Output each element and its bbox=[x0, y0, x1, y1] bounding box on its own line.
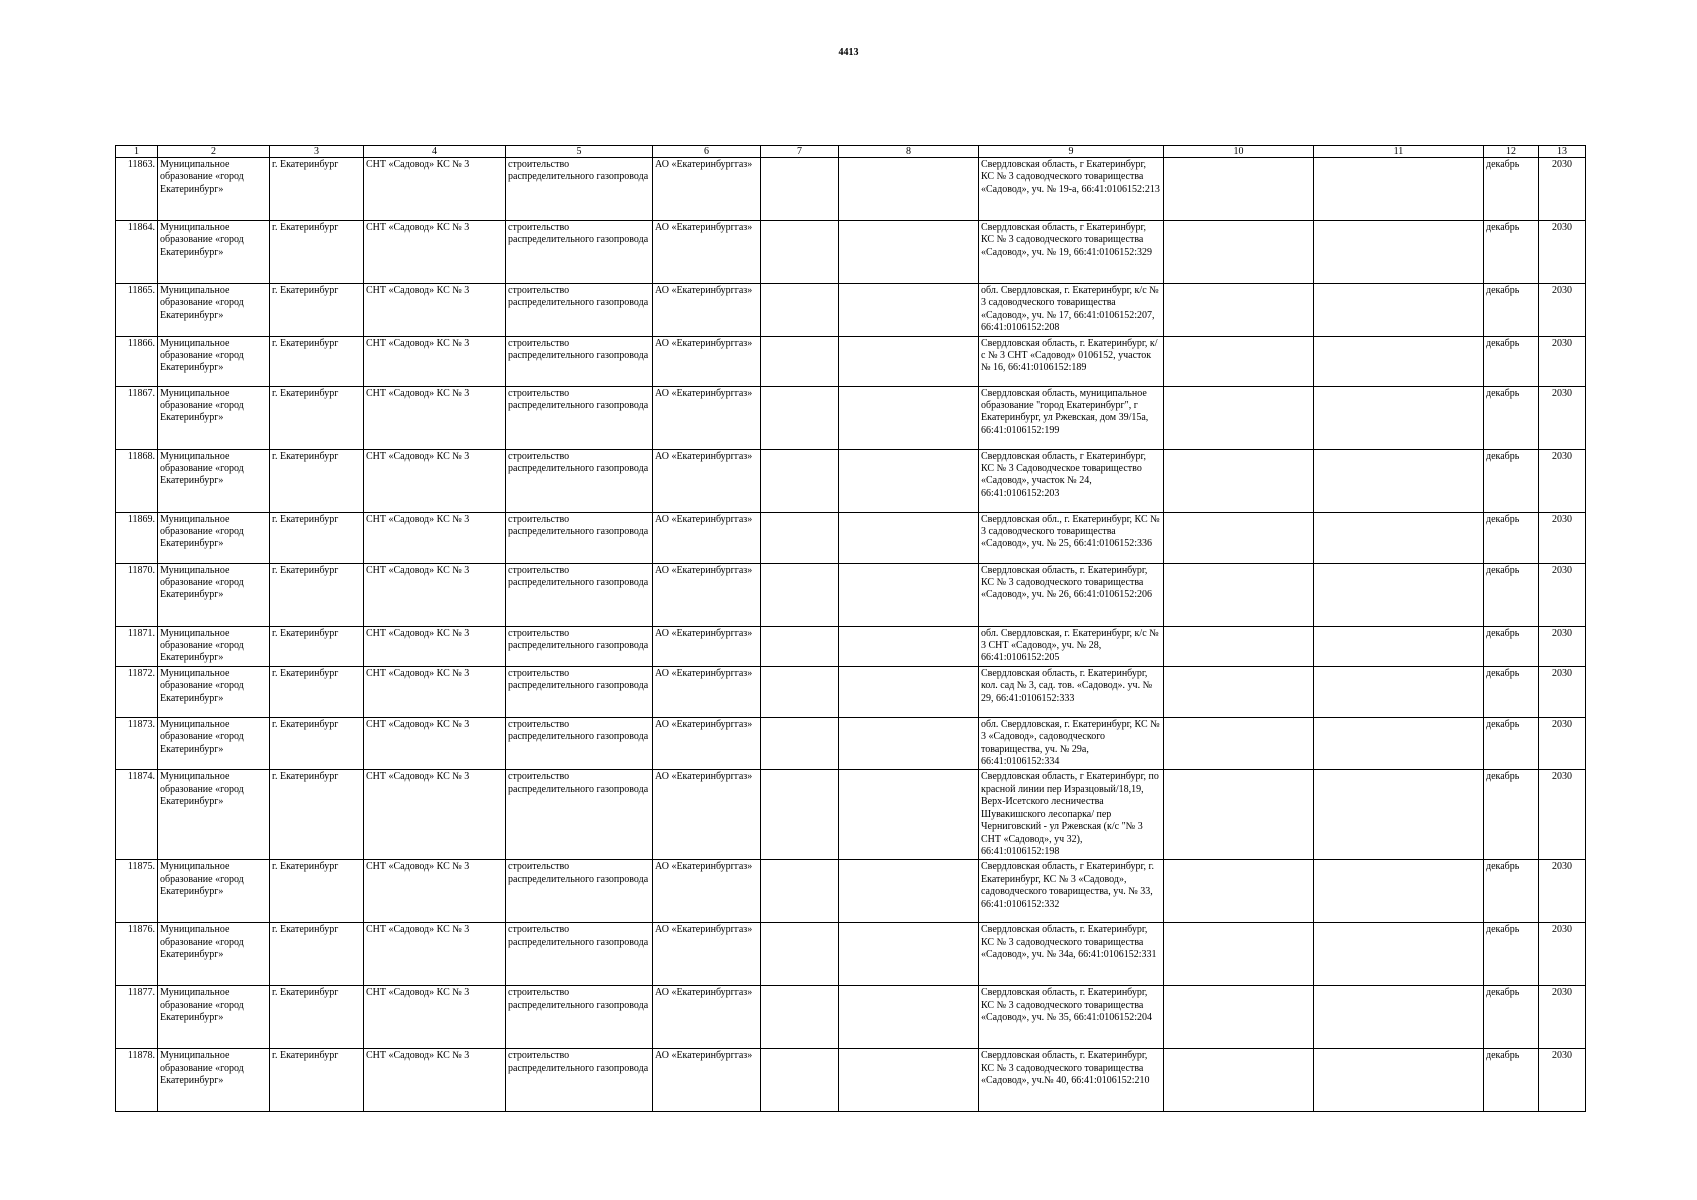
city-cell: г. Екатеринбург bbox=[270, 770, 364, 860]
empty-cell bbox=[839, 923, 979, 986]
year-cell: 2030 bbox=[1539, 717, 1586, 770]
month-cell: декабрь bbox=[1484, 1049, 1539, 1112]
empty-cell bbox=[1164, 860, 1314, 923]
table-row bbox=[116, 336, 1586, 386]
table-row bbox=[116, 986, 1586, 1049]
year-cell: 2030 bbox=[1539, 666, 1586, 717]
row-number: 11874. bbox=[116, 770, 158, 860]
city-cell: г. Екатеринбург bbox=[270, 860, 364, 923]
row-number: 11877. bbox=[116, 986, 158, 1049]
purpose-cell: строительство распределительного газопровода bbox=[506, 563, 653, 626]
city-cell: г. Екатеринбург bbox=[270, 158, 364, 221]
organization-cell: АО «Екатеринбурггаз» bbox=[653, 512, 761, 563]
owner-cell: Муниципальное образование «город Екатеринбург» bbox=[158, 666, 270, 717]
year-cell: 2030 bbox=[1539, 563, 1586, 626]
column-header: 4 bbox=[364, 146, 506, 158]
owner-cell: Муниципальное образование «город Екатеринбург» bbox=[158, 626, 270, 666]
city-cell: г. Екатеринбург bbox=[270, 221, 364, 284]
organization-cell: АО «Екатеринбурггаз» bbox=[653, 860, 761, 923]
owner-cell: Муниципальное образование «город Екатеринбург» bbox=[158, 717, 270, 770]
empty-cell bbox=[839, 770, 979, 860]
empty-cell bbox=[1314, 336, 1484, 386]
owner-cell: Муниципальное образование «город Екатеринбург» bbox=[158, 158, 270, 221]
month-cell: декабрь bbox=[1484, 336, 1539, 386]
empty-cell bbox=[761, 770, 839, 860]
data-table bbox=[115, 145, 1586, 1112]
object-cell: СНТ «Садовод» КС № 3 bbox=[364, 666, 506, 717]
year-cell: 2030 bbox=[1539, 158, 1586, 221]
object-cell: СНТ «Садовод» КС № 3 bbox=[364, 986, 506, 1049]
empty-cell bbox=[761, 860, 839, 923]
table-row bbox=[116, 386, 1586, 449]
empty-cell bbox=[839, 158, 979, 221]
month-cell: декабрь bbox=[1484, 386, 1539, 449]
purpose-cell: строительство распределительного газопровода bbox=[506, 1049, 653, 1112]
row-number: 11871. bbox=[116, 626, 158, 666]
empty-cell bbox=[1164, 563, 1314, 626]
location-cell: Свердловская область, г. Екатеринбург, КС № 3 садоводческого товарищества «Садовод», уч.№ 40, 66:41:0106152:210 bbox=[979, 1049, 1164, 1112]
month-cell: декабрь bbox=[1484, 158, 1539, 221]
month-cell: декабрь bbox=[1484, 512, 1539, 563]
city-cell: г. Екатеринбург bbox=[270, 512, 364, 563]
purpose-cell: строительство распределительного газопровода bbox=[506, 221, 653, 284]
empty-cell bbox=[839, 386, 979, 449]
column-header: 13 bbox=[1539, 146, 1586, 158]
organization-cell: АО «Екатеринбурггаз» bbox=[653, 717, 761, 770]
purpose-cell: строительство распределительного газопровода bbox=[506, 923, 653, 986]
row-number: 11864. bbox=[116, 221, 158, 284]
empty-cell bbox=[839, 1049, 979, 1112]
object-cell: СНТ «Садовод» КС № 3 bbox=[364, 923, 506, 986]
city-cell: г. Екатеринбург bbox=[270, 986, 364, 1049]
organization-cell: АО «Екатеринбурггаз» bbox=[653, 1049, 761, 1112]
organization-cell: АО «Екатеринбурггаз» bbox=[653, 770, 761, 860]
location-cell: Свердловская область, г Екатеринбург, КС № 3 Садоводческое товарищество «Садовод», участок № 24, 66:41:0106152:203 bbox=[979, 449, 1164, 512]
owner-cell: Муниципальное образование «город Екатеринбург» bbox=[158, 1049, 270, 1112]
empty-cell bbox=[761, 717, 839, 770]
empty-cell bbox=[761, 386, 839, 449]
organization-cell: АО «Екатеринбурггаз» bbox=[653, 666, 761, 717]
month-cell: декабрь bbox=[1484, 626, 1539, 666]
location-cell: Свердловская область, муниципальное образование "город Екатеринбург", г Екатеринбург, ул Ржевская, дом 39/15а, 66:41:0106152:199 bbox=[979, 386, 1164, 449]
empty-cell bbox=[1314, 563, 1484, 626]
column-header: 10 bbox=[1164, 146, 1314, 158]
empty-cell bbox=[1314, 717, 1484, 770]
empty-cell bbox=[761, 284, 839, 337]
organization-cell: АО «Екатеринбурггаз» bbox=[653, 986, 761, 1049]
object-cell: СНТ «Садовод» КС № 3 bbox=[364, 860, 506, 923]
purpose-cell: строительство распределительного газопровода bbox=[506, 626, 653, 666]
object-cell: СНТ «Садовод» КС № 3 bbox=[364, 563, 506, 626]
year-cell: 2030 bbox=[1539, 284, 1586, 337]
object-cell: СНТ «Садовод» КС № 3 bbox=[364, 626, 506, 666]
location-cell: Свердловская область, г. Екатеринбург, КС № 3 садоводческого товарищества «Садовод», уч. № 26, 66:41:0106152:206 bbox=[979, 563, 1164, 626]
object-cell: СНТ «Садовод» КС № 3 bbox=[364, 221, 506, 284]
empty-cell bbox=[1314, 666, 1484, 717]
table-row bbox=[116, 512, 1586, 563]
city-cell: г. Екатеринбург bbox=[270, 717, 364, 770]
table-row bbox=[116, 221, 1586, 284]
object-cell: СНТ «Садовод» КС № 3 bbox=[364, 717, 506, 770]
purpose-cell: строительство распределительного газопровода bbox=[506, 284, 653, 337]
empty-cell bbox=[1164, 717, 1314, 770]
column-header: 12 bbox=[1484, 146, 1539, 158]
city-cell: г. Екатеринбург bbox=[270, 386, 364, 449]
empty-cell bbox=[839, 512, 979, 563]
year-cell: 2030 bbox=[1539, 221, 1586, 284]
empty-cell bbox=[1164, 512, 1314, 563]
location-cell: обл. Свердловская, г. Екатеринбург, к/с № 3 садоводческого товарищества «Садовод», уч. № 17, 66:41:0106152:207, 66:41:0106152:208 bbox=[979, 284, 1164, 337]
row-number: 11872. bbox=[116, 666, 158, 717]
purpose-cell: строительство распределительного газопровода bbox=[506, 336, 653, 386]
month-cell: декабрь bbox=[1484, 666, 1539, 717]
year-cell: 2030 bbox=[1539, 860, 1586, 923]
empty-cell bbox=[1314, 386, 1484, 449]
city-cell: г. Екатеринбург bbox=[270, 449, 364, 512]
empty-cell bbox=[1314, 158, 1484, 221]
empty-cell bbox=[1314, 923, 1484, 986]
city-cell: г. Екатеринбург bbox=[270, 923, 364, 986]
column-number-row bbox=[116, 146, 1586, 158]
column-header: 11 bbox=[1314, 146, 1484, 158]
year-cell: 2030 bbox=[1539, 770, 1586, 860]
column-header: 8 bbox=[839, 146, 979, 158]
empty-cell bbox=[839, 563, 979, 626]
empty-cell bbox=[1164, 666, 1314, 717]
year-cell: 2030 bbox=[1539, 1049, 1586, 1112]
month-cell: декабрь bbox=[1484, 860, 1539, 923]
city-cell: г. Екатеринбург bbox=[270, 626, 364, 666]
empty-cell bbox=[1314, 1049, 1484, 1112]
owner-cell: Муниципальное образование «город Екатеринбург» bbox=[158, 923, 270, 986]
empty-cell bbox=[1164, 221, 1314, 284]
row-number: 11865. bbox=[116, 284, 158, 337]
organization-cell: АО «Екатеринбурггаз» bbox=[653, 386, 761, 449]
organization-cell: АО «Екатеринбурггаз» bbox=[653, 923, 761, 986]
purpose-cell: строительство распределительного газопровода bbox=[506, 986, 653, 1049]
purpose-cell: строительство распределительного газопровода bbox=[506, 666, 653, 717]
year-cell: 2030 bbox=[1539, 986, 1586, 1049]
month-cell: декабрь bbox=[1484, 449, 1539, 512]
month-cell: декабрь bbox=[1484, 923, 1539, 986]
purpose-cell: строительство распределительного газопровода bbox=[506, 512, 653, 563]
month-cell: декабрь bbox=[1484, 986, 1539, 1049]
table-row bbox=[116, 563, 1586, 626]
year-cell: 2030 bbox=[1539, 336, 1586, 386]
empty-cell bbox=[761, 923, 839, 986]
table-row bbox=[116, 860, 1586, 923]
location-cell: Свердловская область, г. Екатеринбург, КС № 3 садоводческого товарищества «Садовод», уч. № 34а, 66:41:0106152:331 bbox=[979, 923, 1164, 986]
table-row bbox=[116, 158, 1586, 221]
organization-cell: АО «Екатеринбурггаз» bbox=[653, 158, 761, 221]
empty-cell bbox=[1314, 284, 1484, 337]
owner-cell: Муниципальное образование «город Екатеринбург» bbox=[158, 770, 270, 860]
owner-cell: Муниципальное образование «город Екатеринбург» bbox=[158, 986, 270, 1049]
location-cell: Свердловская область, г Екатеринбург, по красной линии пер Изразцовый/18,19, Верх-Исетского лесничества Шувакишского лесопарка/ пер Черниговский - ул Ржевская (к/с "№ 3 СНТ «Садовод», уч 32), 66:41:0106152:198 bbox=[979, 770, 1164, 860]
location-cell: Свердловская область, г. Екатеринбург, КС № 3 садоводческого товарищества «Садовод», уч. № 35, 66:41:0106152:204 bbox=[979, 986, 1164, 1049]
location-cell: Свердловская обл., г. Екатеринбург, КС № 3 садоводческого товарищества «Садовод», уч. № 25, 66:41:0106152:336 bbox=[979, 512, 1164, 563]
row-number: 11869. bbox=[116, 512, 158, 563]
empty-cell bbox=[1314, 512, 1484, 563]
location-cell: Свердловская область, г Екатеринбург, КС № 3 садоводческого товарищества «Садовод», уч. № 19, 66:41:0106152:329 bbox=[979, 221, 1164, 284]
empty-cell bbox=[839, 626, 979, 666]
empty-cell bbox=[839, 986, 979, 1049]
row-number: 11867. bbox=[116, 386, 158, 449]
row-number: 11878. bbox=[116, 1049, 158, 1112]
column-header: 6 bbox=[653, 146, 761, 158]
empty-cell bbox=[1164, 386, 1314, 449]
organization-cell: АО «Екатеринбурггаз» bbox=[653, 563, 761, 626]
row-number: 11868. bbox=[116, 449, 158, 512]
purpose-cell: строительство распределительного газопровода bbox=[506, 386, 653, 449]
row-number: 11863. bbox=[116, 158, 158, 221]
owner-cell: Муниципальное образование «город Екатеринбург» bbox=[158, 860, 270, 923]
empty-cell bbox=[1164, 626, 1314, 666]
empty-cell bbox=[839, 717, 979, 770]
table-row bbox=[116, 770, 1586, 860]
table-row bbox=[116, 666, 1586, 717]
city-cell: г. Екатеринбург bbox=[270, 284, 364, 337]
page-number: 4413 bbox=[838, 47, 859, 58]
empty-cell bbox=[839, 860, 979, 923]
empty-cell bbox=[761, 221, 839, 284]
empty-cell bbox=[1314, 860, 1484, 923]
organization-cell: АО «Екатеринбурггаз» bbox=[653, 284, 761, 337]
month-cell: декабрь bbox=[1484, 770, 1539, 860]
empty-cell bbox=[761, 512, 839, 563]
empty-cell bbox=[1314, 986, 1484, 1049]
city-cell: г. Екатеринбург bbox=[270, 1049, 364, 1112]
city-cell: г. Екатеринбург bbox=[270, 336, 364, 386]
row-number: 11870. bbox=[116, 563, 158, 626]
year-cell: 2030 bbox=[1539, 923, 1586, 986]
column-header: 3 bbox=[270, 146, 364, 158]
owner-cell: Муниципальное образование «город Екатеринбург» bbox=[158, 284, 270, 337]
column-header: 9 bbox=[979, 146, 1164, 158]
row-number: 11875. bbox=[116, 860, 158, 923]
year-cell: 2030 bbox=[1539, 386, 1586, 449]
year-cell: 2030 bbox=[1539, 626, 1586, 666]
table-row bbox=[116, 1049, 1586, 1112]
table-row bbox=[116, 449, 1586, 512]
object-cell: СНТ «Садовод» КС № 3 bbox=[364, 386, 506, 449]
month-cell: декабрь bbox=[1484, 221, 1539, 284]
empty-cell bbox=[1164, 923, 1314, 986]
empty-cell bbox=[1314, 770, 1484, 860]
empty-cell bbox=[1164, 158, 1314, 221]
year-cell: 2030 bbox=[1539, 512, 1586, 563]
empty-cell bbox=[761, 1049, 839, 1112]
row-number: 11876. bbox=[116, 923, 158, 986]
location-cell: Свердловская область, г Екатеринбург, г. Екатеринбург, КС № 3 «Садовод», садоводческого товарищества, уч. № 33, 66:41:0106152:332 bbox=[979, 860, 1164, 923]
table-row bbox=[116, 923, 1586, 986]
purpose-cell: строительство распределительного газопровода bbox=[506, 449, 653, 512]
empty-cell bbox=[1164, 449, 1314, 512]
organization-cell: АО «Екатеринбурггаз» bbox=[653, 626, 761, 666]
location-cell: Свердловская область, г Екатеринбург, КС № 3 садоводческого товарищества «Садовод», уч. № 19-а, 66:41:0106152:213 bbox=[979, 158, 1164, 221]
object-cell: СНТ «Садовод» КС № 3 bbox=[364, 336, 506, 386]
object-cell: СНТ «Садовод» КС № 3 bbox=[364, 1049, 506, 1112]
table-row bbox=[116, 717, 1586, 770]
location-cell: обл. Свердловская, г. Екатеринбург, к/с № 3 СНТ «Садовод», уч. № 28, 66:41:0106152:205 bbox=[979, 626, 1164, 666]
empty-cell bbox=[761, 986, 839, 1049]
table-row bbox=[116, 284, 1586, 337]
object-cell: СНТ «Садовод» КС № 3 bbox=[364, 770, 506, 860]
column-header: 1 bbox=[116, 146, 158, 158]
month-cell: декабрь bbox=[1484, 563, 1539, 626]
column-header: 7 bbox=[761, 146, 839, 158]
city-cell: г. Екатеринбург bbox=[270, 563, 364, 626]
year-cell: 2030 bbox=[1539, 449, 1586, 512]
purpose-cell: строительство распределительного газопровода bbox=[506, 860, 653, 923]
location-cell: обл. Свердловская, г. Екатеринбург, КС № 3 «Садовод», садоводческого товарищества, уч. № 29а, 66:41:0106152:334 bbox=[979, 717, 1164, 770]
empty-cell bbox=[1164, 770, 1314, 860]
month-cell: декабрь bbox=[1484, 717, 1539, 770]
empty-cell bbox=[839, 284, 979, 337]
purpose-cell: строительство распределительного газопровода bbox=[506, 770, 653, 860]
object-cell: СНТ «Садовод» КС № 3 bbox=[364, 284, 506, 337]
object-cell: СНТ «Садовод» КС № 3 bbox=[364, 512, 506, 563]
table-row bbox=[116, 626, 1586, 666]
empty-cell bbox=[761, 158, 839, 221]
empty-cell bbox=[761, 563, 839, 626]
empty-cell bbox=[839, 666, 979, 717]
empty-cell bbox=[1314, 449, 1484, 512]
owner-cell: Муниципальное образование «город Екатеринбург» bbox=[158, 386, 270, 449]
empty-cell bbox=[839, 449, 979, 512]
month-cell: декабрь bbox=[1484, 284, 1539, 337]
owner-cell: Муниципальное образование «город Екатеринбург» bbox=[158, 336, 270, 386]
purpose-cell: строительство распределительного газопровода bbox=[506, 717, 653, 770]
row-number: 11866. bbox=[116, 336, 158, 386]
organization-cell: АО «Екатеринбурггаз» bbox=[653, 449, 761, 512]
empty-cell bbox=[839, 221, 979, 284]
empty-cell bbox=[1164, 336, 1314, 386]
city-cell: г. Екатеринбург bbox=[270, 666, 364, 717]
column-header: 5 bbox=[506, 146, 653, 158]
object-cell: СНТ «Садовод» КС № 3 bbox=[364, 158, 506, 221]
owner-cell: Муниципальное образование «город Екатеринбург» bbox=[158, 512, 270, 563]
empty-cell bbox=[1164, 284, 1314, 337]
empty-cell bbox=[1164, 986, 1314, 1049]
object-cell: СНТ «Садовод» КС № 3 bbox=[364, 449, 506, 512]
empty-cell bbox=[839, 336, 979, 386]
purpose-cell: строительство распределительного газопровода bbox=[506, 158, 653, 221]
owner-cell: Муниципальное образование «город Екатеринбург» bbox=[158, 563, 270, 626]
owner-cell: Муниципальное образование «город Екатеринбург» bbox=[158, 221, 270, 284]
empty-cell bbox=[761, 666, 839, 717]
location-cell: Свердловская область, г. Екатеринбург, к/с № 3 СНТ «Садовод» 0106152, участок № 16, 66:41:0106152:189 bbox=[979, 336, 1164, 386]
row-number: 11873. bbox=[116, 717, 158, 770]
location-cell: Свердловская область, г. Екатеринбург, кол. сад № 3, сад. тов. «Садовод». уч. № 29, 66:41:0106152:333 bbox=[979, 666, 1164, 717]
empty-cell bbox=[761, 626, 839, 666]
empty-cell bbox=[761, 336, 839, 386]
empty-cell bbox=[1314, 626, 1484, 666]
column-header: 2 bbox=[158, 146, 270, 158]
organization-cell: АО «Екатеринбурггаз» bbox=[653, 336, 761, 386]
empty-cell bbox=[1164, 1049, 1314, 1112]
empty-cell bbox=[1314, 221, 1484, 284]
empty-cell bbox=[761, 449, 839, 512]
organization-cell: АО «Екатеринбурггаз» bbox=[653, 221, 761, 284]
owner-cell: Муниципальное образование «город Екатеринбург» bbox=[158, 449, 270, 512]
